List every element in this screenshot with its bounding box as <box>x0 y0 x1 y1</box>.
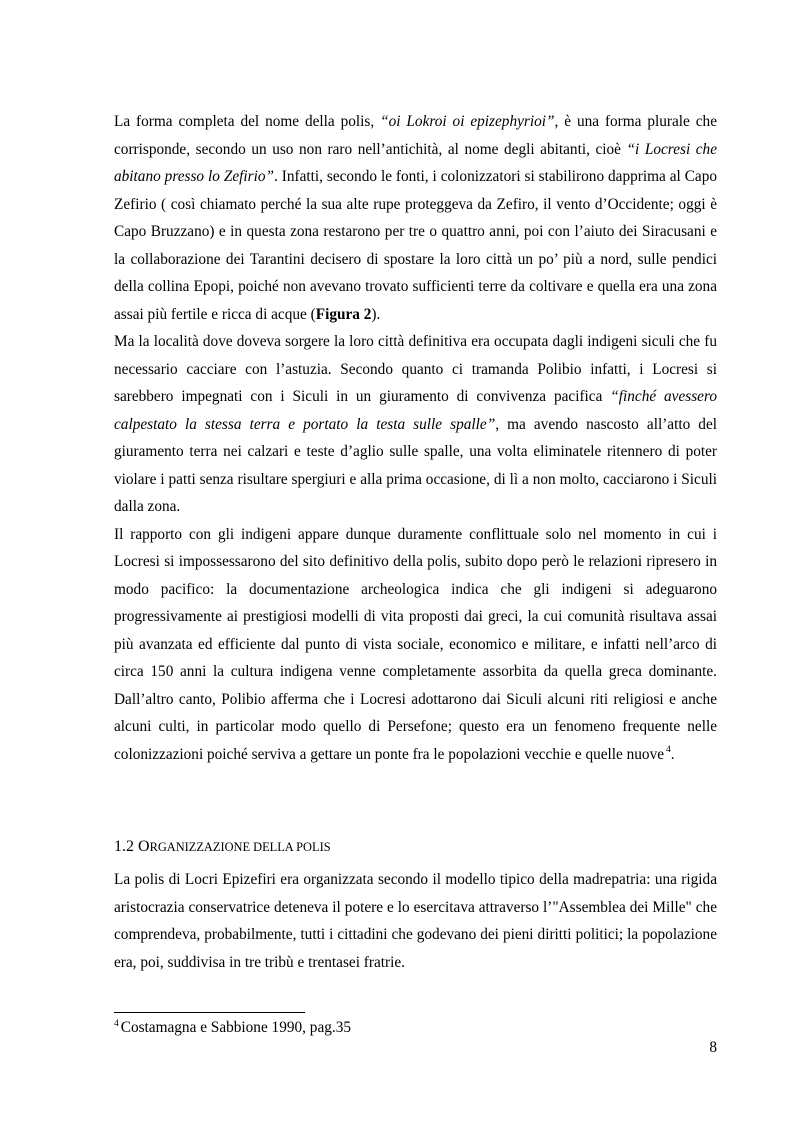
footnote-marker: 4 <box>114 1019 119 1029</box>
section-title-initial: O <box>138 838 150 855</box>
text-run: , ma avendo nascosto all’atto del giuramento terra nei calzari e teste d’aglio sulle spalle, una volta eliminatele ritennero di poter violare i patti senza risultare spergiuri e alla prima occasione, di lì a non molto, cacciarono i Siculi dalla zona. <box>114 415 717 515</box>
footnote-reference[interactable]: 4 <box>666 744 671 755</box>
section-heading <box>114 837 331 857</box>
footnote <box>114 1018 351 1038</box>
section-title: RGANIZZAZIONE DELLA POLIS <box>149 840 331 854</box>
page-number: 8 <box>709 1039 717 1056</box>
text-run: , è una forma plurale che corrisponde, secondo un uso non raro nell’antichità, al nome degli abitanti, cioè <box>114 113 717 158</box>
section-paragraph: La polis di Locri Epizefiri era organizzata secondo il modello tipico della madrepatria: una rigida aristocrazia conservatrice deteneva il potere e lo esercitava attraverso l’"Assemblea dei Mille" che comprendeva, probabilmente, tutti i cittadini che godevano dei pieni diritti politici; la popolazione era, poi, suddivisa in tre tribù e trentasei fratrie. <box>114 871 717 971</box>
paragraph-1 <box>114 108 717 328</box>
paragraph-3 <box>114 521 717 769</box>
paragraph-2 <box>114 328 717 521</box>
text-run: Ma la località dove doveva sorgere la loro città definitiva era occupata dagli indigeni siculi che fu necessario cacciare con l’astuzia. Secondo quanto ci tramanda Polibio infatti, i Locresi si sarebbero impegnati con i Siculi in un giuramento di convivenza pacifica <box>114 333 717 405</box>
text-run: . Infatti, secondo le fonti, i colonizzatori si stabilirono dapprima al Capo Zefirio ( così chiamato perché la sua alte rupe proteggeva da Zefiro, il vento d’Occidente; oggi è Capo Bruzzano) e in questa zona restarono per tre o quattro anni, poi con l’aiuto dei Siracusani e la collaborazione dei Tarantini decisero di spostare la loro città un po’ più a nord, sulle pendici della collina Epopi, poiché non avevano trovato sufficienti terre da coltivare e quella era una zona assai più fertile e ricca di acque ( <box>114 168 717 323</box>
italic-quote-translation: “i Locresi che abitano presso lo Zefirio” <box>114 140 717 185</box>
text-run: . <box>670 745 675 763</box>
figure-reference: Figura 2 <box>315 305 372 323</box>
italic-quote-greek-name: “oi Lokroi oi epizephyrioi” <box>380 113 555 130</box>
text-run: ). <box>371 305 381 323</box>
main-text-block <box>114 108 717 768</box>
footnote-separator <box>114 1012 305 1013</box>
text-run: La forma completa del nome della polis, <box>114 113 381 130</box>
text-run: Il rapporto con gli indigeni appare dunque duramente conflittuale solo nel momento in cui i Locresi si impossessarono del sito definitivo della polis, subito dopo però le relazioni ripresero in modo pacifico: la documentazione archeologica indica che gli indigeni si adeguarono progressivamente ai prestigiosi modelli di vita proposti dai greci, la cui comunità risultava assai più avanzata ed efficiente dal punto di vista sociale, economico e militare, e infatti nell’arco di circa 150 anni la cultura indigena venne completamente assorbita da quella greca dominante. Dall’altro canto, Polibio afferma che i Locresi adottarono dai Siculi alcuni riti religiosi e anche alcuni culti, in particolar modo quello di Persefone; questo era un fenomeno frequente nelle colonizzazioni poiché serviva a gettare un ponte fra le popolazioni vecchie e quelle nuove <box>114 525 717 763</box>
footnote-text: Costamagna e Sabbione 1990, pag.35 <box>120 1019 352 1036</box>
italic-quote-oath: “finché avessero calpestato la stessa terra e portato la testa sulle spalle” <box>114 388 717 433</box>
section-body <box>114 866 717 976</box>
section-number: 1.2 <box>114 838 134 855</box>
